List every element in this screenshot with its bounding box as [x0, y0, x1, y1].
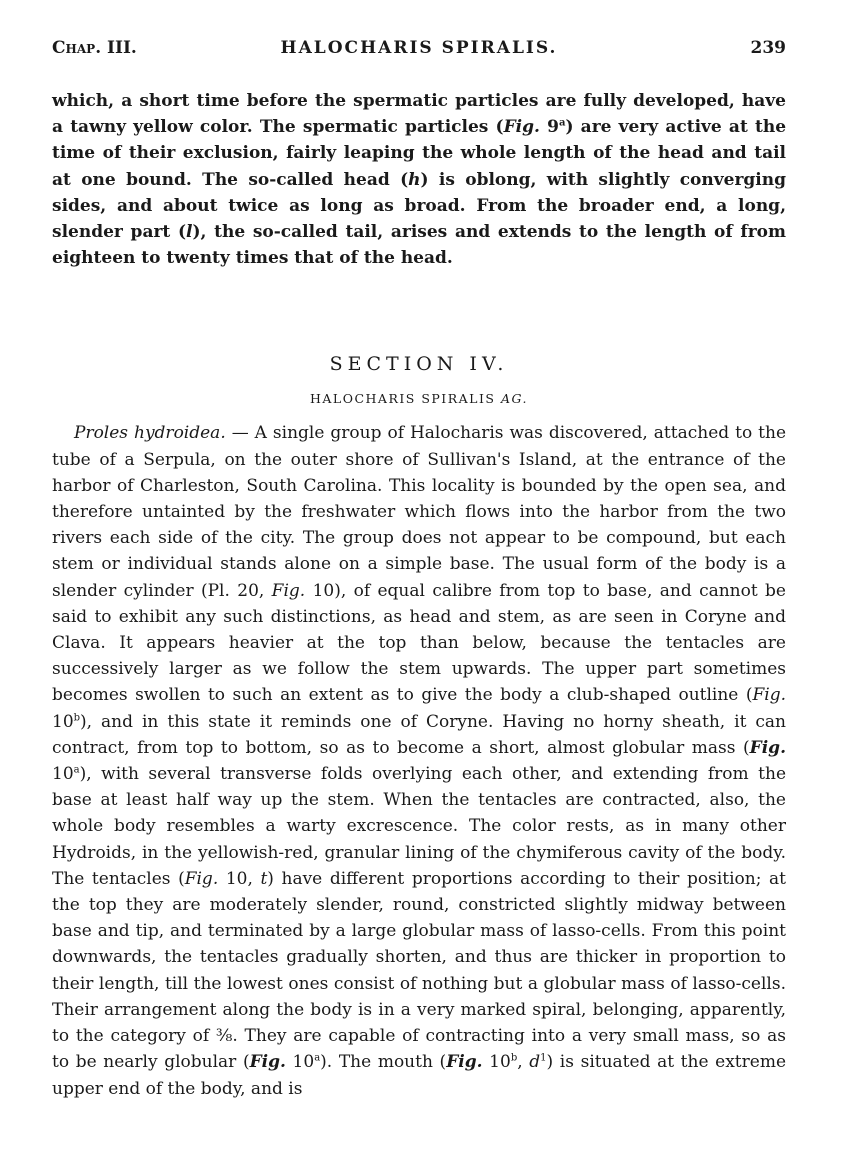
document-page — [52, 34, 786, 1102]
running-title: HALOCHARIS SPIRALIS. — [280, 38, 558, 58]
section-heading: SECTION IV. — [329, 353, 509, 376]
section-subheading: HALOCHARIS SPIRALIS AG. — [309, 391, 529, 407]
running-head — [52, 34, 786, 66]
figure-reference: Fig. — [503, 117, 540, 138]
page-number: 239 — [750, 38, 786, 58]
main-paragraph: Proles hydroidea. — A single group of Halocharis was discovered, attached to the tube of a Serpula, on the outer shore of Sullivan's Island, at the entrance of the harbor of Charleston, South Carolina. This locality is bounded by the open sea, and therefore untainted by the freshwater which flows into the harbor from the two rivers each side of the city. The group does not appear to be compound, but each stem or individual stands alone on a simple base. The usual form of the body is a slender cylinder (Pl. 20, Fig. 10), of equal calibre from top to base, and cannot be said to exhibit any such distinctions, as head and stem, as are seen in Coryne and Clava. It appears heavier at the top than below, because the tentacles are successively larger as we follow the stem upwards. The upper part sometimes becomes swollen to such an extent as to give the body a club-shaped outline (Fig. 10$^b$), and in this state it reminds one of Coryne. Having no horny sheath, it can contract, from top to bottom, so as to become a short, almost globular mass (Fig. 10$^a$), with several transverse folds overlying each other, and extending from the base at least half way up the stem. When the tentacles are contracted, also, the whole body resembles a warty excrescence. The color rests, as in many other Hydroids, in the yellowish-red, granular lining of the chymiferous cavity of the body. The tentacles (Fig. 10, t) have different proportions according to their position; at the top they are moderately slender, round, constricted slightly midway between base and tip, and terminated by a large globular mass of lasso-cells. From this point downwards, the tentacles gradually shorten, and thus are thicker in proportion to their length, till the lowest ones consist of nothing but a globular mass of lasso-cells. Their arrangement along the body is in a very marked spiral, belonging, apparently, to the category of ⅜. They are capable of contracting into a very small mass, so as to be nearly globular (Fig. 10$^a$). The mouth (Fig. 10$^b$, $d^1$) is situated at the extreme upper end of the body, and is — [52, 423, 787, 1099]
paragraph-lead: Proles hydroidea. — [74, 423, 226, 444]
chapter-label: Chap. III. — [52, 38, 137, 58]
continued-paragraph: which, a short time before the spermatic particles are fully developed, have a tawny yellow color. The spermatic particles (Fig. 9$^a$) are very active at the time of their exclusion, fairly leaping the whole length of the head and tail at one bound. The so-called head (h) is oblong, with slightly converging sides, and about twice as long as broad. From the broader end, a long, slender part (l), the so-called tail, arises and extends to the length of from eighteen to twenty times that of the head. — [52, 91, 787, 269]
